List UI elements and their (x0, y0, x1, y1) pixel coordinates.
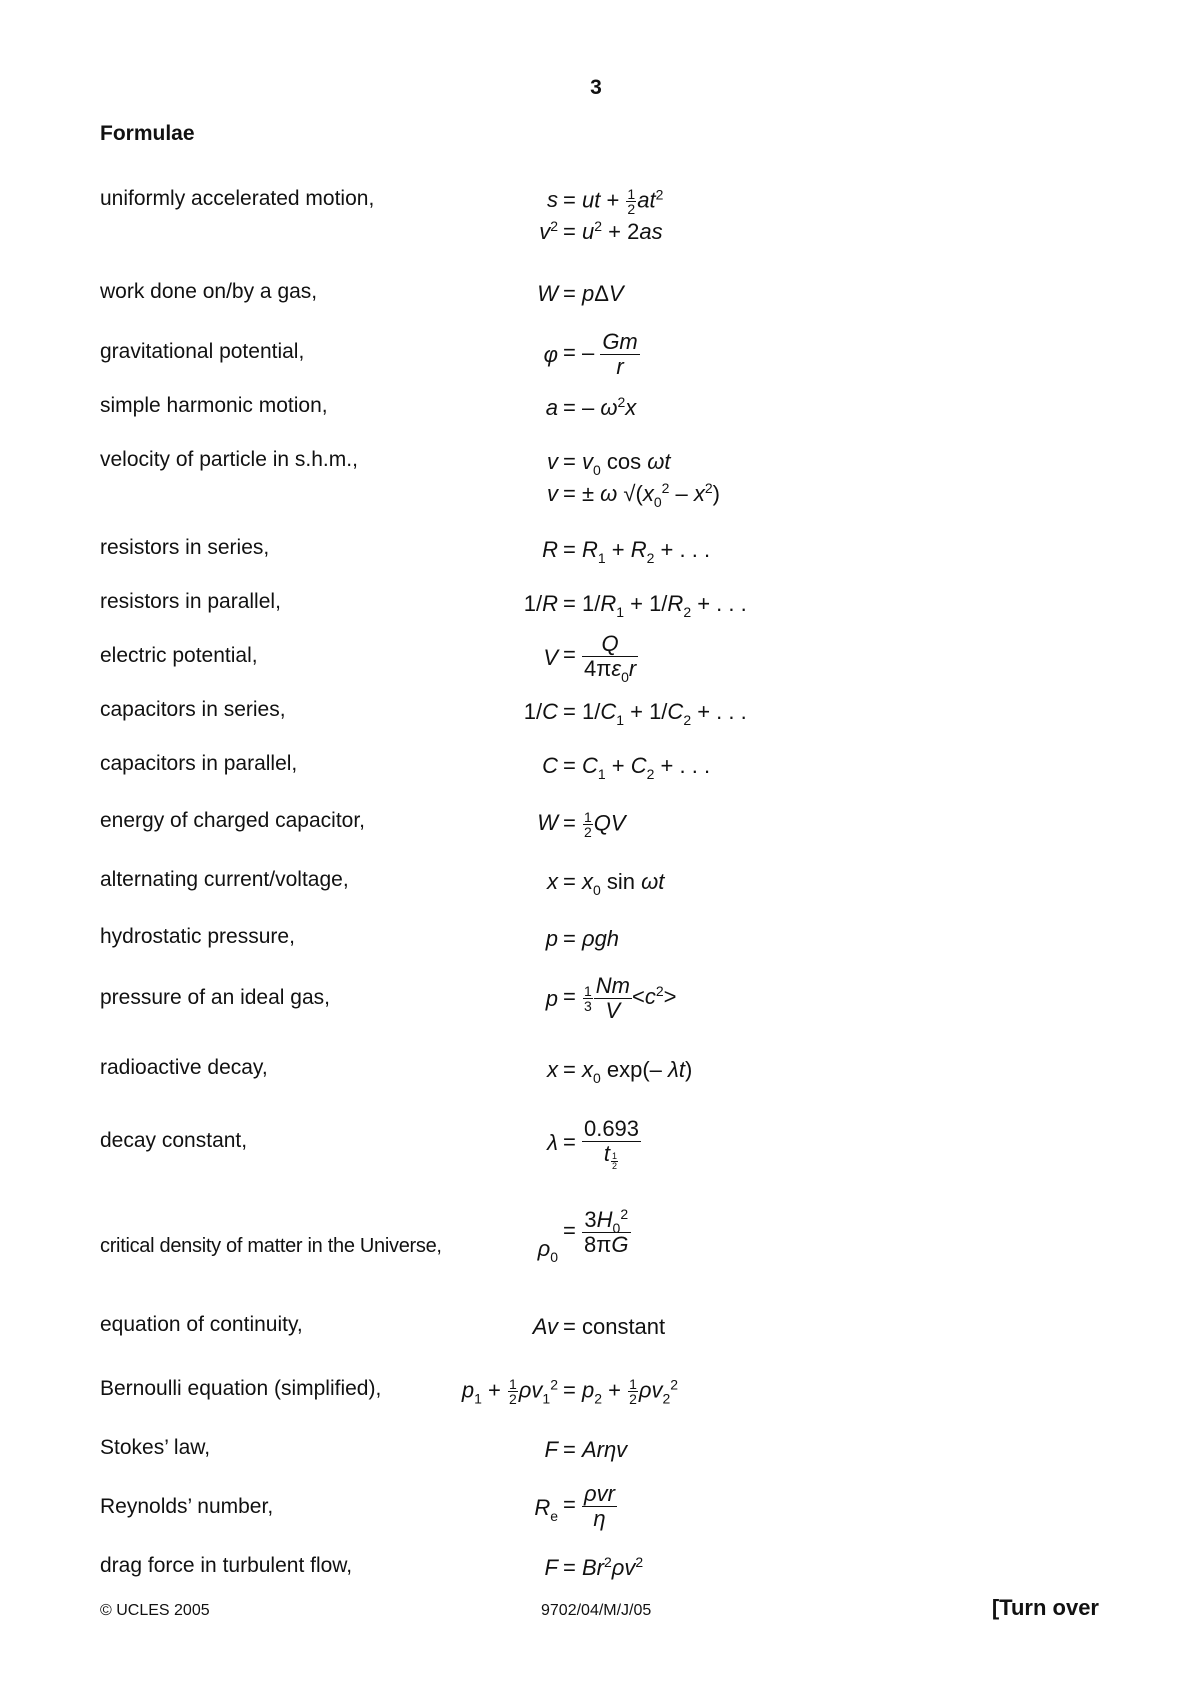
label-work-done-gas: work done on/by a gas, (100, 280, 318, 303)
label-bernoulli: Bernoulli equation (simplified), (100, 1377, 382, 1400)
copyright: © UCLES 2005 (100, 1602, 210, 1619)
label-alternating-current: alternating current/voltage, (100, 868, 349, 891)
decay-constant-numerator: 0.693 (583, 1116, 640, 1141)
label-capacitors-series: capacitors in series, (100, 698, 286, 721)
label-radioactive-decay: radioactive decay, (100, 1056, 268, 1079)
label-drag-force: drag force in turbulent flow, (100, 1554, 353, 1577)
label-electric-potential: electric potential, (100, 644, 258, 667)
label-simple-harmonic-motion: simple harmonic motion, (100, 394, 328, 417)
label-uniform-motion: uniformly accelerated motion, (100, 187, 375, 210)
label-gravitational-potential: gravitational potential, (100, 340, 305, 363)
page-number: 3 (590, 76, 602, 99)
label-stokes-law: Stokes’ law, (100, 1436, 211, 1459)
label-velocity-shm: velocity of particle in s.h.m., (100, 448, 358, 471)
constant-word: constant (581, 1314, 666, 1339)
label-equation-continuity: equation of continuity, (100, 1313, 303, 1336)
label-reynolds-number: Reynolds’ number, (100, 1495, 274, 1518)
label-resistors-series: resistors in series, (100, 536, 270, 559)
turn-over: [Turn over (991, 1595, 1099, 1620)
paper-code: 9702/04/M/J/05 (541, 1602, 652, 1619)
label-pressure-ideal-gas: pressure of an ideal gas, (100, 986, 330, 1009)
label-energy-capacitor: energy of charged capacitor, (100, 809, 366, 832)
label-critical-density: critical density of matter in the Universe, (100, 1235, 442, 1257)
label-hydrostatic-pressure: hydrostatic pressure, (100, 925, 295, 948)
label-decay-constant: decay constant, (100, 1129, 248, 1152)
formulae-heading: Formulae (100, 122, 195, 145)
label-capacitors-parallel: capacitors in parallel, (100, 752, 298, 775)
label-resistors-parallel: resistors in parallel, (100, 590, 281, 613)
